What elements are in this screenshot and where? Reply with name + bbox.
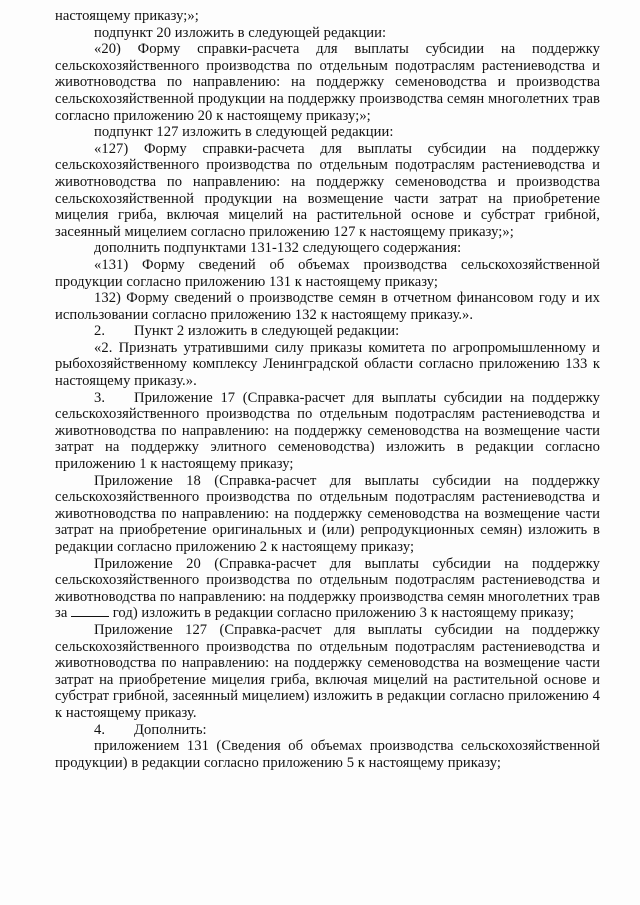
paragraph-text: приложением 131 (Сведения об объемах производства сельскохозяйственной продукции) в редакции согласно приложению 5 к настоящему приказу; [55, 738, 600, 771]
paragraph-subitem-20-text [55, 41, 600, 124]
paragraph-appendix-127 [55, 622, 600, 722]
item-number: 4. [94, 721, 106, 738]
paragraph-text: Приложение 18 (Справка-расчет для выплаты субсидии на поддержку сельскохозяйственного производства по отдельным подотраслям растениеводства и животноводства по направлению: на поддержку семеноводства на возмещение части затрат на приобретение оригинальных и (или) репродукционных семян) изложить в редакции согласно приложению 2 к настоящему приказу; [55, 472, 600, 555]
paragraph-item-3 [55, 390, 600, 473]
paragraph-appendix-18 [55, 473, 600, 556]
paragraph-text: «2. Признать утратившими силу приказы комитета по агропромышленному и рыбохозяйственному комплексу Ленинградской области согласно приложению 133 к настоящему приказу.». [55, 339, 600, 390]
paragraph-item-2 [55, 323, 600, 340]
item-number: 3. [94, 389, 106, 406]
paragraph-order-ending [55, 8, 600, 25]
paragraph-text: дополнить подпунктами 131-132 следующего содержания: [94, 240, 462, 257]
document-body [55, 8, 600, 771]
paragraph-text: «20) Форму справки-расчета для выплаты субсидии на поддержку сельскохозяйственного производства по отдельным подотраслям растениеводства и животноводства по направлению: на поддержку семеноводства и производства сельскохозяйственной продукции на поддержку производства семян многолетних трав согласно приложению 20 к настоящему приказу;»; [55, 41, 600, 124]
paragraph-text: настоящему приказу;»; [55, 8, 199, 24]
paragraph-text: Приложение 17 (Справка-расчет для выплаты субсидии на поддержку сельскохозяйственного производства по отдельным подотраслям растениеводства и животноводства по направлению: на поддержку семеноводства на возмещение части затрат на поддержку элитного семеноводства) изложить в редакции согласно приложению 1 к настоящему приказу; [55, 389, 600, 473]
paragraph-text: подпункт 127 изложить в следующей редакции: [94, 124, 394, 141]
paragraph-text: 132) Форму сведений о производстве семян в отчетном финансовом году и их использовании согласно приложению 132 к настоящему приказу.». [55, 290, 600, 323]
paragraph-text: год) изложить в редакции согласно приложению 3 к настоящему приказу; [112, 605, 574, 622]
paragraph-text: Приложение 127 (Справка-расчет для выплаты субсидии на поддержку сельскохозяйственного производства по отдельным подотраслям растениеводства и животноводства по направлению: на поддержку семеноводства на возмещение части затрат на приобретение мицелия гриба, включая мицелий на растительной основе и субстрат грибной, засеянный мицелием) изложить в редакции согласно приложению 4 к настоящему приказу. [55, 621, 600, 721]
paragraph-subitem-127-intro [55, 124, 600, 141]
paragraph-subitem-131 [55, 257, 600, 290]
paragraph-text: подпункт 20 изложить в следующей редакции: [94, 24, 387, 41]
paragraph-subitem-20-intro [55, 25, 600, 42]
paragraph-text: «127) Форму справки-расчета для выплаты субсидии на поддержку сельскохозяйственного производства по отдельным подотраслям растениеводства и животноводства по направлению: на поддержку семеноводства и производства сельскохозяйственной продукции на возмещение части затрат на приобретение мицелия гриба, включая мицелий на растительной основе и субстрат грибной, засеянный мицелием согласно приложению 127 к настоящему приказу;»; [55, 140, 600, 240]
paragraph-item-2-text [55, 340, 600, 390]
paragraph-subitem-127-text [55, 141, 600, 241]
paragraph-text: Дополнить: [134, 721, 207, 738]
paragraph-subitem-132 [55, 290, 600, 323]
paragraph-item-4 [55, 722, 600, 739]
year-blank-line [71, 605, 109, 617]
paragraph-appendix-131 [55, 738, 600, 771]
paragraph-text: Приложение 20 (Справка-расчет для выплаты субсидии на поддержку сельскохозяйственного производства по отдельным подотраслям растениеводства и животноводства по направлению: на поддержку производства семян многолетних трав за [55, 555, 600, 622]
paragraph-text: «131) Форму сведений об объемах производства сельскохозяйственной продукции согласно приложению 131 к настоящему приказу; [55, 256, 600, 290]
item-number: 2. [94, 323, 106, 340]
paragraph-add-subitems-intro [55, 240, 600, 257]
paragraph-text: Пункт 2 изложить в следующей редакции: [134, 323, 400, 340]
paragraph-appendix-20 [55, 556, 600, 622]
